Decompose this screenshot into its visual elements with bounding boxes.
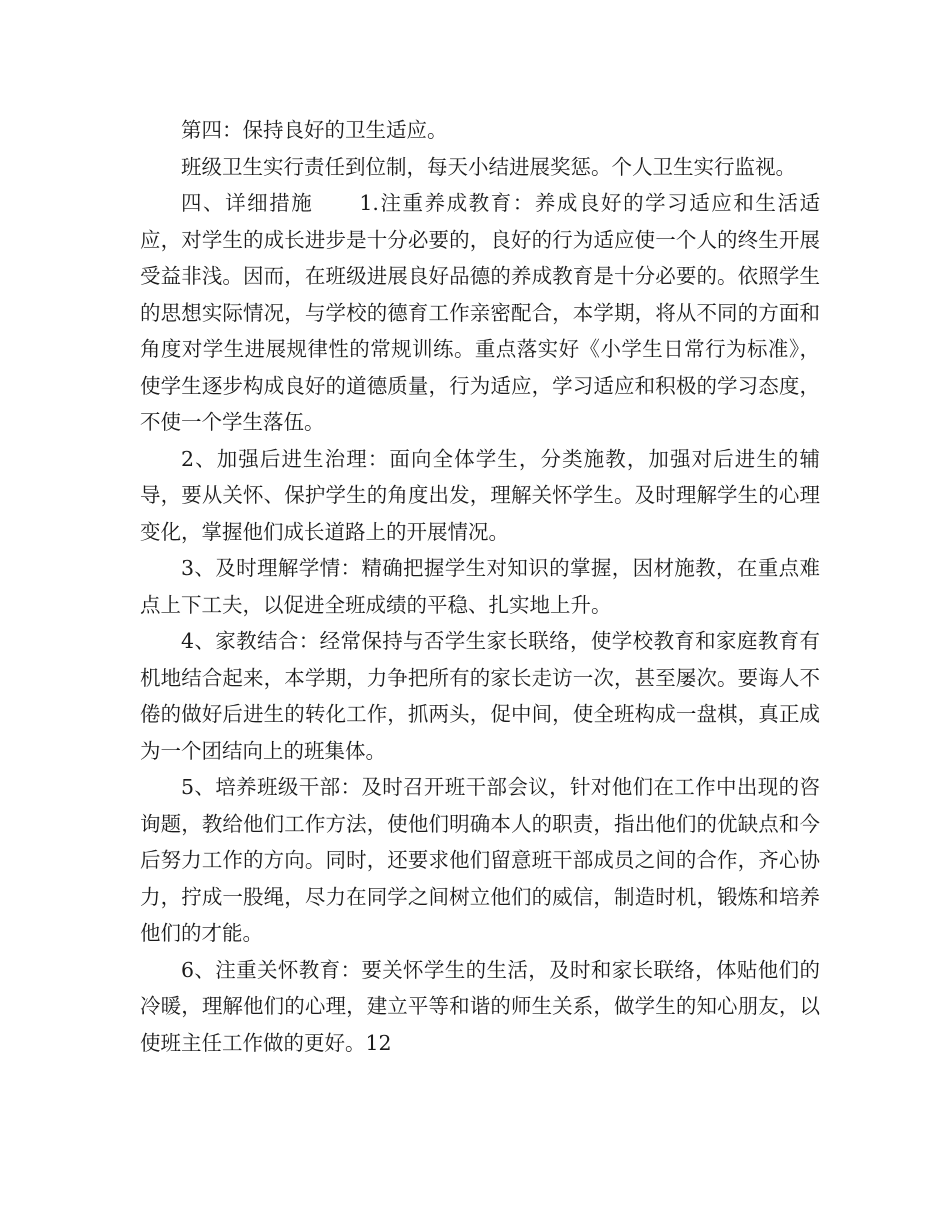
- paragraph-measure-6: 6、注重关怀教育：要关怀学生的生活，及时和家长联络，体贴他们的冷暖，理解他们的心理，建立平等和谐的师生关系，做学生的知心朋友，以使班主任工作做的更好。12: [140, 957, 820, 1055]
- paragraph-measure-2: 2、加强后进生治理：面向全体学生，分类施教，加强对后进生的辅导，要从关怀、保护学生的角度出发，理解关怀学生。及时理解学生的心理变化，掌握他们成长道路上的开展情况。: [140, 446, 820, 544]
- paragraph-measure-3: 3、及时理解学情：精确把握学生对知识的掌握，因材施教，在重点难点上下工夫，以促进全班成绩的平稳、扎实地上升。: [140, 556, 820, 617]
- section-heading: 四、详细措施: [181, 191, 314, 215]
- measure-item-1: 1.注重养成教育：养成良好的学习适应和生活适应，对学生的成长进步是十分必要的，良好的行为适应使一个人的终生开展受益非浅。因而，在班级进展良好品德的养成教育是十分必要的。依照学生的思想实际情况，与学校的德育工作亲密配合，本学期，将从不同的方面和角度对学生进展规律性的常规训练。重点落实好《小学生日常行为标准》，使学生逐步构成良好的道德质量，行为适应，学习适应和积极的学习态度，不使一个学生落伍。: [140, 191, 821, 434]
- paragraph-hygiene-habit: 第四：保持良好的卫生适应。: [181, 118, 448, 142]
- document-page: [140, 112, 820, 1061]
- paragraph-measure-5: 5、培养班级干部：及时召开班干部会议，针对他们在工作中出现的咨询题，教给他们工作方法，使他们明确本人的职责，指出他们的优缺点和今后努力工作的方向。同时，还要求他们留意班干部成员之间的合作，齐心协力，拧成一股绳，尽力在同学之间树立他们的威信，制造时机，锻炼和培养他们的才能。: [140, 775, 820, 945]
- paragraph-measure-4: 4、家教结合：经常保持与否学生家长联络，使学校教育和家庭教育有机地结合起来，本学期，力争把所有的家长走访一次，甚至屡次。要诲人不倦的做好后进生的转化工作，抓两头，促中间，使全班构成一盘棋，真正成为一个团结向上的班集体。: [140, 629, 820, 763]
- paragraph-detailed-measures: [140, 185, 820, 441]
- paragraph-class-hygiene: 班级卫生实行责任到位制，每天小结进展奖惩。个人卫生实行监视。: [181, 154, 796, 179]
